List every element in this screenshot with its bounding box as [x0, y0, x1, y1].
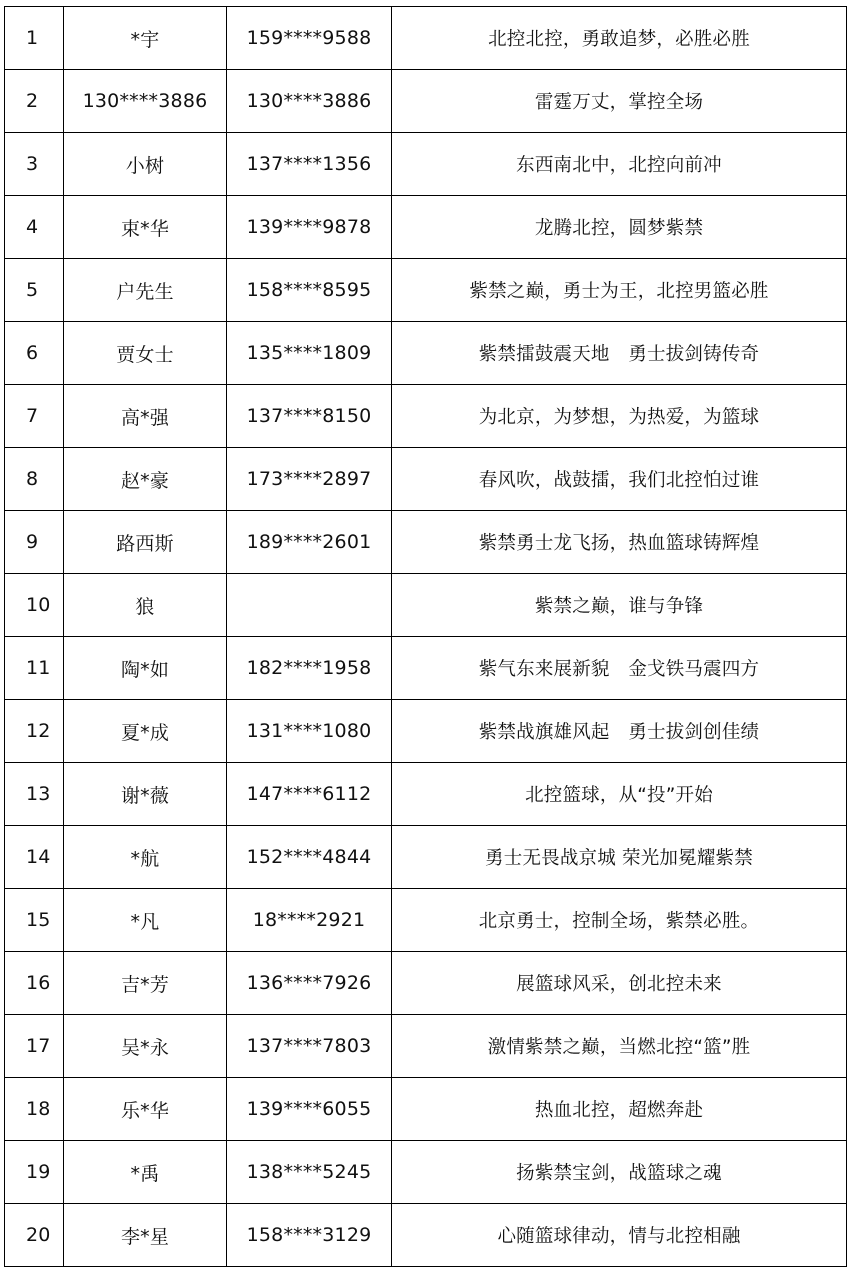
- table-row: [5, 259, 847, 322]
- table-row: [5, 574, 847, 637]
- masked-phone: 173****2897: [227, 448, 392, 511]
- table-row: [5, 196, 847, 259]
- table-row: [5, 133, 847, 196]
- slogan-text: 紫气东来展新貌 金戈铁马震四方: [392, 637, 847, 700]
- slogan-text: 北控北控，勇敢追梦，必胜必胜: [392, 7, 847, 70]
- masked-phone: 189****2601: [227, 511, 392, 574]
- masked-phone: 158****3129: [227, 1204, 392, 1267]
- slogan-text: 北控篮球，从“投”开始: [392, 763, 847, 826]
- slogan-text: 紫禁战旗雄风起 勇士拔剑创佳绩: [392, 700, 847, 763]
- participant-name: 贾女士: [64, 322, 227, 385]
- row-number: 19: [5, 1141, 64, 1204]
- slogan-text: 勇士无畏战京城 荣光加冕耀紫禁: [392, 826, 847, 889]
- masked-phone: 159****9588: [227, 7, 392, 70]
- participant-name: 吉*芳: [64, 952, 227, 1015]
- masked-phone: 139****9878: [227, 196, 392, 259]
- slogan-text: 展篮球风采，创北控未来: [392, 952, 847, 1015]
- row-number: 2: [5, 70, 64, 133]
- masked-phone: [227, 574, 392, 637]
- masked-phone: 137****1356: [227, 133, 392, 196]
- participant-name: *航: [64, 826, 227, 889]
- masked-phone: 158****8595: [227, 259, 392, 322]
- table-row: [5, 1078, 847, 1141]
- participant-name: 路西斯: [64, 511, 227, 574]
- row-number: 4: [5, 196, 64, 259]
- row-number: 14: [5, 826, 64, 889]
- slogan-text: 紫禁勇士龙飞扬，热血篮球铸辉煌: [392, 511, 847, 574]
- table-row: [5, 511, 847, 574]
- participant-name: *凡: [64, 889, 227, 952]
- row-number: 6: [5, 322, 64, 385]
- row-number: 16: [5, 952, 64, 1015]
- participant-name: 赵*豪: [64, 448, 227, 511]
- row-number: 5: [5, 259, 64, 322]
- table-row: [5, 448, 847, 511]
- masked-phone: 182****1958: [227, 637, 392, 700]
- masked-phone: 137****7803: [227, 1015, 392, 1078]
- table-row: [5, 889, 847, 952]
- table-row: [5, 763, 847, 826]
- participant-name: 吴*永: [64, 1015, 227, 1078]
- row-number: 1: [5, 7, 64, 70]
- row-number: 20: [5, 1204, 64, 1267]
- slogan-text: 心随篮球律动，情与北控相融: [392, 1204, 847, 1267]
- slogan-text: 东西南北中，北控向前冲: [392, 133, 847, 196]
- masked-phone: 136****7926: [227, 952, 392, 1015]
- participant-name: 高*强: [64, 385, 227, 448]
- participant-name: 狼: [64, 574, 227, 637]
- table-row: [5, 637, 847, 700]
- slogan-text: 扬紫禁宝剑，战篮球之魂: [392, 1141, 847, 1204]
- participant-name: *禹: [64, 1141, 227, 1204]
- slogan-text: 北京勇士，控制全场，紫禁必胜。: [392, 889, 847, 952]
- row-number: 12: [5, 700, 64, 763]
- row-number: 13: [5, 763, 64, 826]
- participant-name: 李*星: [64, 1204, 227, 1267]
- table-row: [5, 700, 847, 763]
- participant-name: 陶*如: [64, 637, 227, 700]
- row-number: 9: [5, 511, 64, 574]
- row-number: 11: [5, 637, 64, 700]
- row-number: 8: [5, 448, 64, 511]
- table-row: [5, 322, 847, 385]
- row-number: 10: [5, 574, 64, 637]
- slogan-text: 紫禁之巅，勇士为王，北控男篮必胜: [392, 259, 847, 322]
- row-number: 18: [5, 1078, 64, 1141]
- masked-phone: 137****8150: [227, 385, 392, 448]
- masked-phone: 147****6112: [227, 763, 392, 826]
- slogan-list-sheet: [4, 6, 847, 1267]
- masked-phone: 130****3886: [227, 70, 392, 133]
- masked-phone: 131****1080: [227, 700, 392, 763]
- participant-name: *宇: [64, 7, 227, 70]
- table-row: [5, 826, 847, 889]
- participant-name: 束*华: [64, 196, 227, 259]
- slogan-text: 为北京，为梦想，为热爱，为篮球: [392, 385, 847, 448]
- slogan-text: 紫禁擂鼓震天地 勇士拔剑铸传奇: [392, 322, 847, 385]
- table-row: [5, 952, 847, 1015]
- table-row: [5, 1204, 847, 1267]
- slogan-text: 龙腾北控，圆梦紫禁: [392, 196, 847, 259]
- slogan-text: 雷霆万丈，掌控全场: [392, 70, 847, 133]
- masked-phone: 139****6055: [227, 1078, 392, 1141]
- slogan-text: 热血北控，超燃奔赴: [392, 1078, 847, 1141]
- row-number: 15: [5, 889, 64, 952]
- table-row: [5, 70, 847, 133]
- participant-name: 户先生: [64, 259, 227, 322]
- masked-phone: 152****4844: [227, 826, 392, 889]
- table-row: [5, 385, 847, 448]
- slogan-table: [4, 6, 847, 1267]
- table-row: [5, 1141, 847, 1204]
- participant-name: 乐*华: [64, 1078, 227, 1141]
- masked-phone: 138****5245: [227, 1141, 392, 1204]
- slogan-text: 春风吹，战鼓擂，我们北控怕过谁: [392, 448, 847, 511]
- participant-name: 130****3886: [64, 70, 227, 133]
- row-number: 17: [5, 1015, 64, 1078]
- table-row: [5, 1015, 847, 1078]
- slogan-table-body: [5, 7, 847, 1267]
- participant-name: 夏*成: [64, 700, 227, 763]
- masked-phone: 18****2921: [227, 889, 392, 952]
- slogan-text: 紫禁之巅，谁与争锋: [392, 574, 847, 637]
- slogan-text: 激情紫禁之巅，当燃北控“篮”胜: [392, 1015, 847, 1078]
- participant-name: 谢*薇: [64, 763, 227, 826]
- row-number: 7: [5, 385, 64, 448]
- masked-phone: 135****1809: [227, 322, 392, 385]
- table-row: [5, 7, 847, 70]
- row-number: 3: [5, 133, 64, 196]
- participant-name: 小树: [64, 133, 227, 196]
